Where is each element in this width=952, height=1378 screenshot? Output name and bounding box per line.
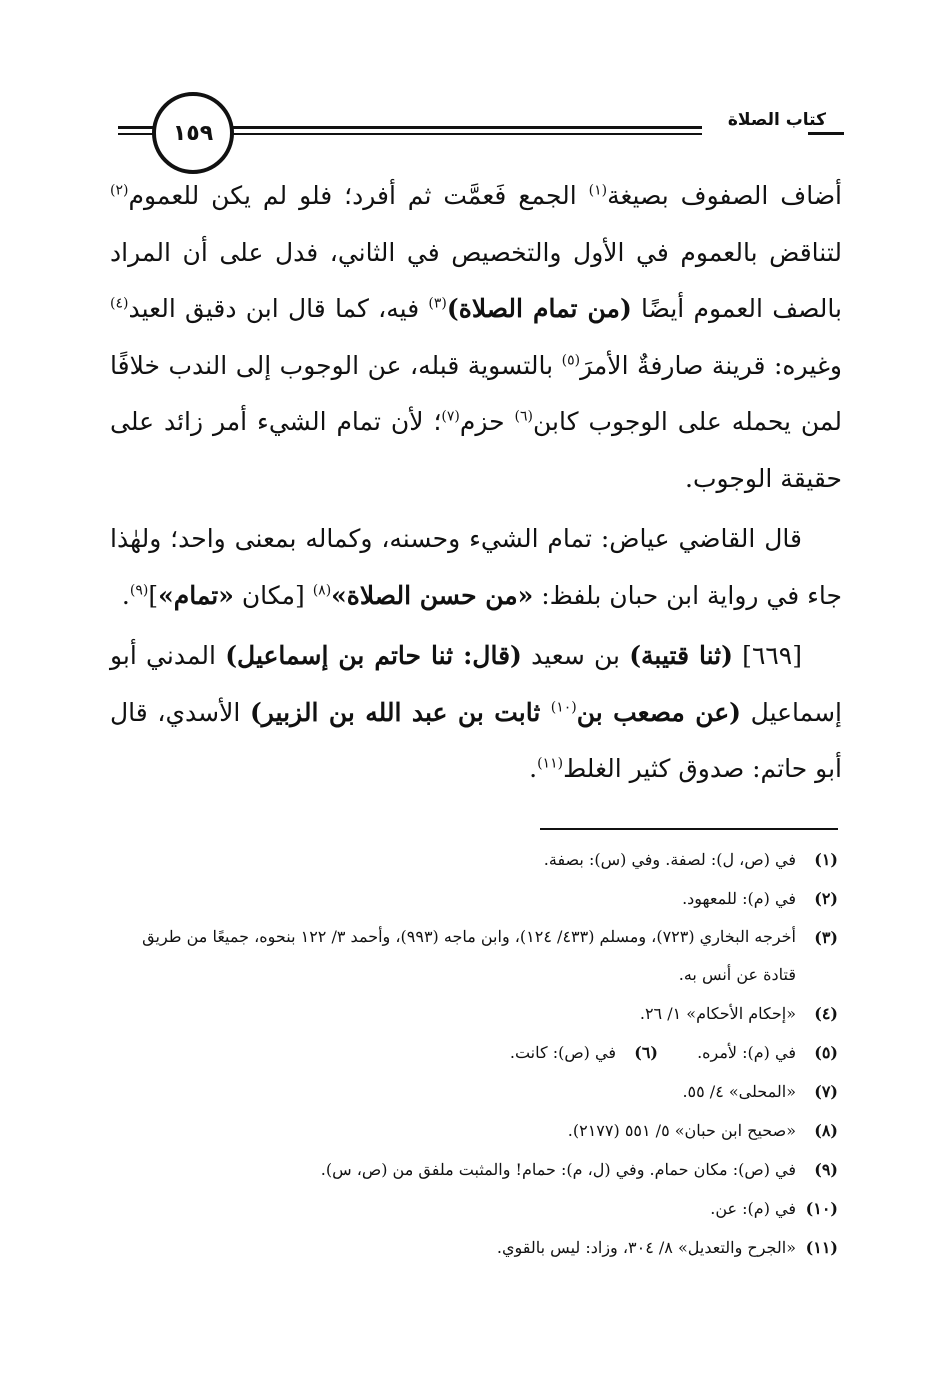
header-rule-left-thin bbox=[118, 133, 154, 135]
header-rule-right-thin bbox=[232, 133, 702, 135]
paragraph-1 bbox=[110, 168, 842, 507]
footnote-ref: (٣) bbox=[428, 295, 447, 312]
hadith-quote: «من حسن الصلاة» bbox=[331, 580, 534, 610]
header-rule-left bbox=[118, 126, 154, 129]
page-number: ١٥٩ bbox=[152, 92, 234, 174]
footnote-ref: (١١) bbox=[537, 755, 564, 772]
footnote-text: في (ص، ل): لصفة. وفي (س): بصفة. bbox=[543, 850, 796, 869]
hadith-quote: (قال: ثنا حاتم بن إسماعيل) bbox=[225, 641, 522, 670]
hadith-quote: (عن مصعب بن bbox=[576, 697, 741, 727]
text-span: . bbox=[529, 754, 538, 783]
text-span: ] bbox=[148, 580, 159, 610]
hadith-number: [٦٦٩] bbox=[732, 641, 802, 670]
hadith-quote: (من تمام الصلاة) bbox=[446, 294, 632, 323]
footnote-ref: (٦) bbox=[514, 408, 533, 425]
footnote-number: (٧) bbox=[814, 1082, 838, 1101]
footnote-text: في (ص): كانت. bbox=[509, 1043, 616, 1062]
footnote-ref: (٧) bbox=[441, 408, 460, 425]
footnote-number: (٨) bbox=[814, 1121, 838, 1140]
footnote-text: «صحيح ابن حبان» ٥/ ٥٥١ (٢١٧٧). bbox=[567, 1121, 796, 1140]
footnote-item bbox=[110, 1150, 838, 1189]
footnote-number: (٩) bbox=[814, 1160, 838, 1179]
footnote-ref: (٤) bbox=[110, 295, 129, 312]
footnote-item bbox=[110, 840, 838, 879]
footnote-item bbox=[110, 1111, 838, 1150]
text-span: الأسدي، قال أبو حاتم: صدوق كثير الغلط bbox=[110, 697, 842, 783]
footnote-text: أخرجه البخاري (٧٢٣)، ومسلم (٤٣٣/ ١٢٤)، وابن ماجه (٩٩٣)، وأحمد ٣/ ١٢٢ بنحوه، جميعًا من طريق قتادة عن أنس به. bbox=[142, 927, 796, 984]
footnote-text: «إحكام الأحكام» ١/ ٢٦. bbox=[639, 1004, 796, 1023]
footnote-item bbox=[110, 1189, 838, 1228]
footnote-item bbox=[110, 1228, 838, 1267]
text-span: قال القاضي عياض: تمام الشيء وحسنه، وكماله بمعنى واحد؛ ولهٰذا جاء في رواية ابن حبان بلفظ: bbox=[110, 524, 842, 610]
header-rule-right bbox=[232, 126, 702, 129]
footnote-item bbox=[510, 1033, 658, 1072]
footnote-number: (٤) bbox=[814, 1004, 838, 1023]
text-span: . bbox=[121, 580, 130, 610]
footnote-number: (١) bbox=[814, 850, 838, 869]
footnote-ref: (٨) bbox=[312, 582, 332, 599]
footnote-text: في (م): لأمره. bbox=[697, 1043, 796, 1062]
footnote-number: (١٠) bbox=[805, 1199, 838, 1218]
footnote-text: في (ص): مكان حمام. وفي (ل، م): حمام! والمثبت ملفق من (ص، س). bbox=[320, 1160, 796, 1179]
footnote-pair bbox=[110, 1033, 838, 1072]
footnote-text: «المحلى» ٤/ ٥٥. bbox=[682, 1082, 796, 1101]
text-span: فيه، كما قال ابن دقيق العيد bbox=[128, 294, 429, 323]
text-span: حزم bbox=[459, 407, 515, 436]
paragraph-2 bbox=[110, 511, 842, 624]
footnote-item bbox=[110, 994, 838, 1033]
footnote-ref: (٥) bbox=[561, 352, 581, 369]
footnote-ref: (٢) bbox=[110, 182, 129, 199]
header-rule-far-right bbox=[808, 132, 844, 135]
footnote-item bbox=[110, 1072, 838, 1111]
footnote-ref: (١٠) bbox=[550, 699, 577, 716]
text-span: بن سعيد bbox=[521, 641, 630, 670]
footnote-number: (٣) bbox=[814, 928, 838, 947]
text-span: لتناقض بالعموم في الأول والتخصيص في الثاني، فدل على أن المراد بالصف العموم أيضًا bbox=[110, 237, 843, 323]
footnote-number: (٢) bbox=[814, 889, 838, 908]
hadith-quote: ثابت بن عبد الله بن الزبير) bbox=[249, 697, 551, 727]
text-span: أضاف الصفوف بصيغة bbox=[607, 181, 842, 210]
footnote-number: (٦) bbox=[634, 1043, 658, 1062]
footnote-item bbox=[658, 1033, 838, 1072]
running-title: كتاب الصلاة bbox=[727, 110, 826, 130]
footnote-number: (٥) bbox=[814, 1043, 838, 1062]
footnote-text: في (م): للمعهود. bbox=[682, 889, 796, 908]
text-span: المدني أبو إسماعيل bbox=[110, 641, 842, 727]
text-span: وغيره: قرينة صارفةٌ الأمرَ bbox=[580, 350, 843, 380]
paragraph-3 bbox=[110, 628, 842, 798]
footnotes bbox=[110, 840, 838, 1267]
footnote-separator bbox=[540, 828, 838, 830]
footnote-ref: (٩) bbox=[129, 582, 149, 599]
hadith-quote: (ثنا قتيبة) bbox=[629, 641, 733, 670]
text-span: الجمع فَعمَّت ثم أفرد؛ فلو لم يكن للعموم bbox=[128, 181, 589, 210]
footnote-number: (١١) bbox=[805, 1238, 838, 1257]
text-span: ؛ لأن تمام الشيء أمر زائد على حقيقة الوجوب. bbox=[110, 407, 842, 493]
footnote-item bbox=[110, 918, 838, 994]
main-text bbox=[110, 168, 842, 798]
footnote-item bbox=[110, 879, 838, 918]
hadith-quote: «تمام» bbox=[158, 580, 234, 610]
footnote-ref: (١) bbox=[588, 182, 608, 199]
text-span: بالتسوية قبله، عن الوجوب إلى الندب خلافًا لمن يحمله على الوجوب كابن bbox=[110, 350, 842, 436]
footnote-text: في (م): عن. bbox=[710, 1199, 796, 1218]
page-header bbox=[0, 0, 952, 190]
footnote-text: «الجرح والتعديل» ٨/ ٣٠٤، وزاد: ليس بالقوي. bbox=[496, 1238, 796, 1257]
text-span: [مكان bbox=[233, 580, 313, 610]
